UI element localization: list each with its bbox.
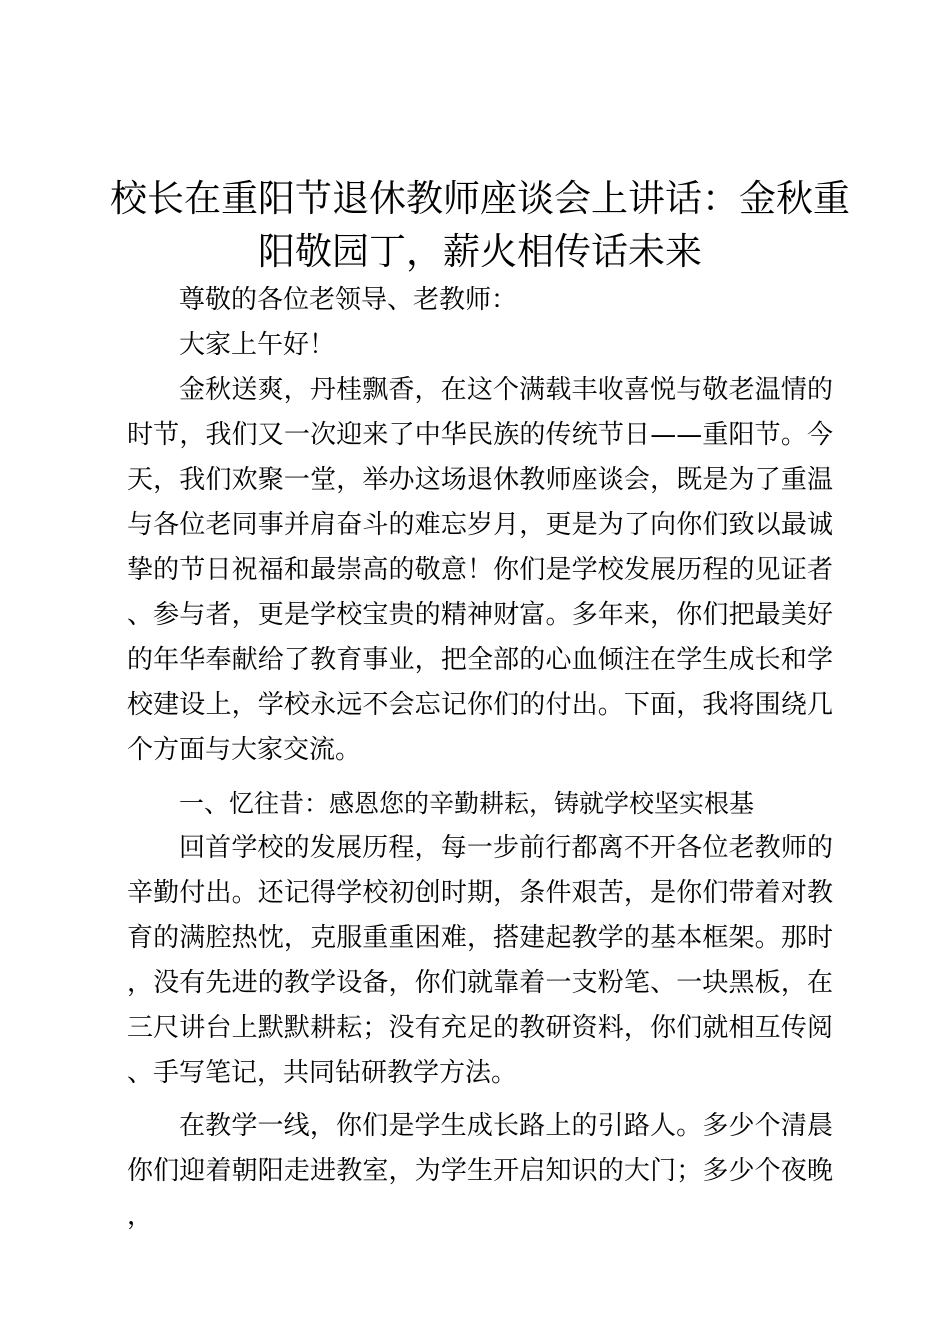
- paragraph-gap: [127, 1096, 833, 1104]
- document-title: [100, 172, 860, 278]
- intro-paragraph: 金秋送爽，丹桂飘香，在这个满载丰收喜悦与敬老温情的时节，我们又一次迎来了中华民族的传统节日——重阳节。今天，我们欢聚一堂，举办这场退休教师座谈会，既是为了重温与各位老同事并肩奋斗的难忘岁月，更是为了向你们致以最诚挚的节日祝福和最崇高的敬意！你们是学校发展历程的见证者、参与者，更是学校宝贵的精神财富。多年来，你们把最美好的年华奉献给了教育事业，把全部的心血倾注在学生成长和学校建设上，学校永远不会忘记你们的付出。下面，我将围绕几个方面与大家交流。: [127, 375, 833, 765]
- history-paragraph: 回首学校的发展历程，每一步前行都离不开各位老教师的辛勤付出。还记得学校初创时期，条件艰苦，是你们带着对教育的满腔热忱，克服重重困难，搭建起教学的基本框架。那时，没有先进的教学设备，你们就靠着一支粉笔、一块黑板，在三尺讲台上默默耕耘；没有充足的教研资料，你们就相互传阅、手写笔记，共同钻研教学方法。: [127, 833, 833, 1088]
- salutation: 尊敬的各位老领导、老教师：: [179, 285, 518, 315]
- section-heading: 一、忆往昔：感恩您的辛勤耕耘，铸就学校坚实根基: [179, 789, 755, 818]
- title-line-2: 阳敬园丁，薪火相传话未来: [258, 230, 702, 273]
- title-line-1: 校长在重阳节退休教师座谈会上讲话：金秋重: [110, 177, 850, 220]
- teaching-paragraph: 在教学一线，你们是学生成长路上的引路人。多少个清晨你们迎着朝阳走进教室，为学生开启知识的大门；多少个夜晚，: [127, 1111, 833, 1231]
- greeting: 大家上午好！: [179, 330, 336, 360]
- paragraph-gap: [127, 773, 833, 781]
- document-body: [127, 278, 833, 1239]
